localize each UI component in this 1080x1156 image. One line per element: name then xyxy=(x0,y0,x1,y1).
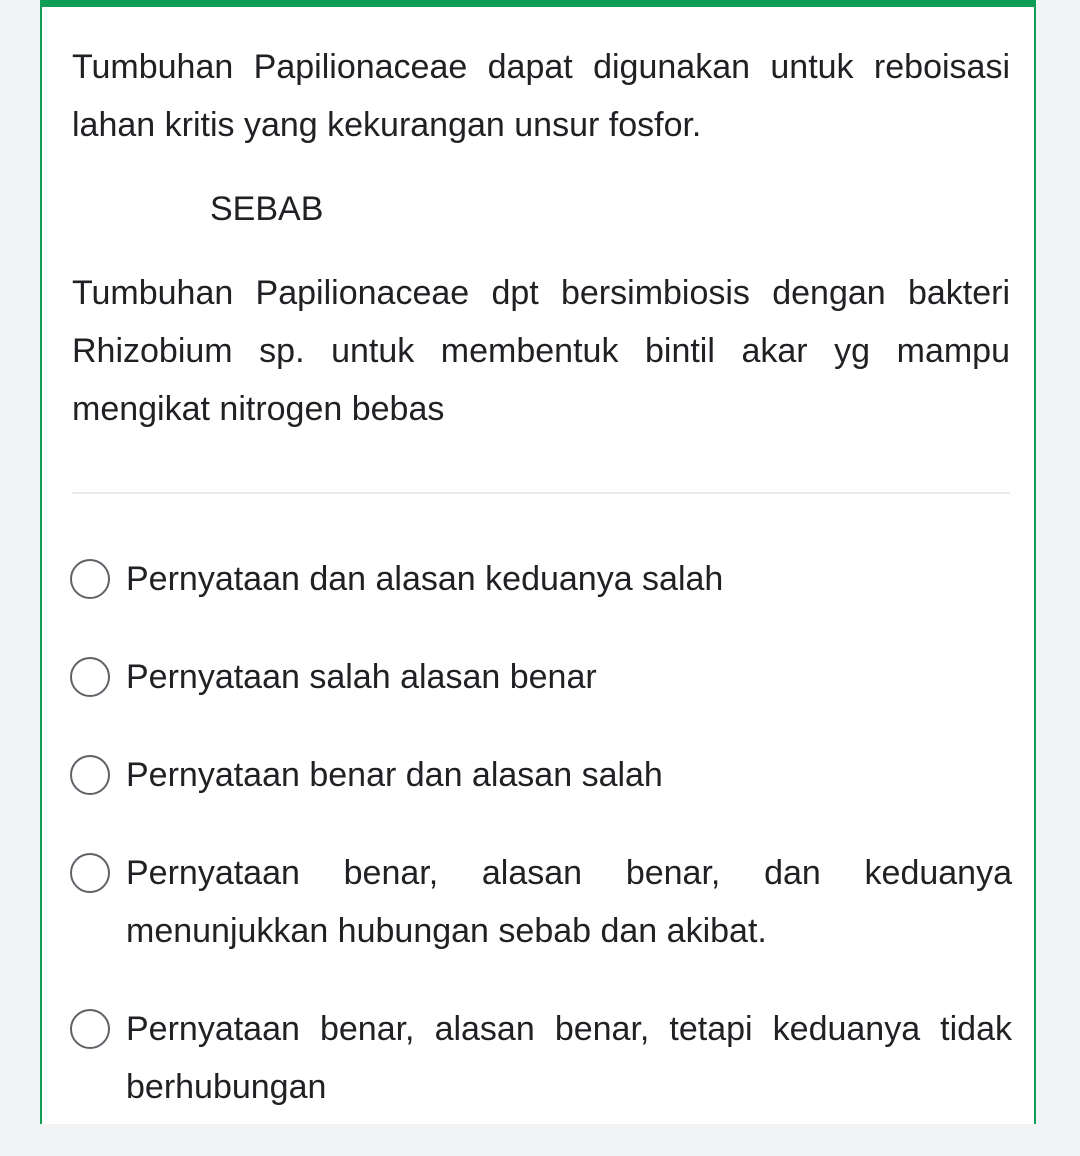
option-label: Pernyataan dan alasan keduanya salah xyxy=(126,560,724,598)
radio-button-icon[interactable] xyxy=(70,853,110,893)
radio-button-icon[interactable] xyxy=(70,657,110,697)
divider xyxy=(72,492,1010,494)
question-statement: Tumbuhan Papilionaceae dapat digunakan untuk reboisasi lahan kritis yang kekurangan unsur fosfor. xyxy=(72,48,1010,144)
option-1[interactable] xyxy=(70,550,1012,608)
question-reason: Tumbuhan Papilionaceae dpt bersimbiosis dengan bakteri Rhizobium sp. untuk membentuk bintil akar yg mampu mengikat nitrogen bebas xyxy=(72,274,1010,428)
radio-button-icon[interactable] xyxy=(70,755,110,795)
option-5[interactable] xyxy=(70,1000,1012,1116)
card-accent-bar xyxy=(42,0,1034,7)
option-label: Pernyataan benar, alasan benar, dan keduanya menunjukkan hubungan sebab dan akibat. xyxy=(126,854,1012,950)
radio-button-icon[interactable] xyxy=(70,559,110,599)
radio-button-icon[interactable] xyxy=(70,1009,110,1049)
option-2[interactable] xyxy=(70,648,1012,706)
question-text xyxy=(72,38,1010,438)
option-label: Pernyataan salah alasan benar xyxy=(126,658,597,696)
answer-options xyxy=(70,550,1012,1156)
option-label: Pernyataan benar dan alasan salah xyxy=(126,756,663,794)
option-3[interactable] xyxy=(70,746,1012,804)
question-connector: SEBAB xyxy=(210,190,324,228)
option-label: Pernyataan benar, alasan benar, tetapi keduanya tidak berhubungan xyxy=(126,1010,1012,1106)
option-4[interactable] xyxy=(70,844,1012,960)
question-card xyxy=(40,0,1036,1124)
